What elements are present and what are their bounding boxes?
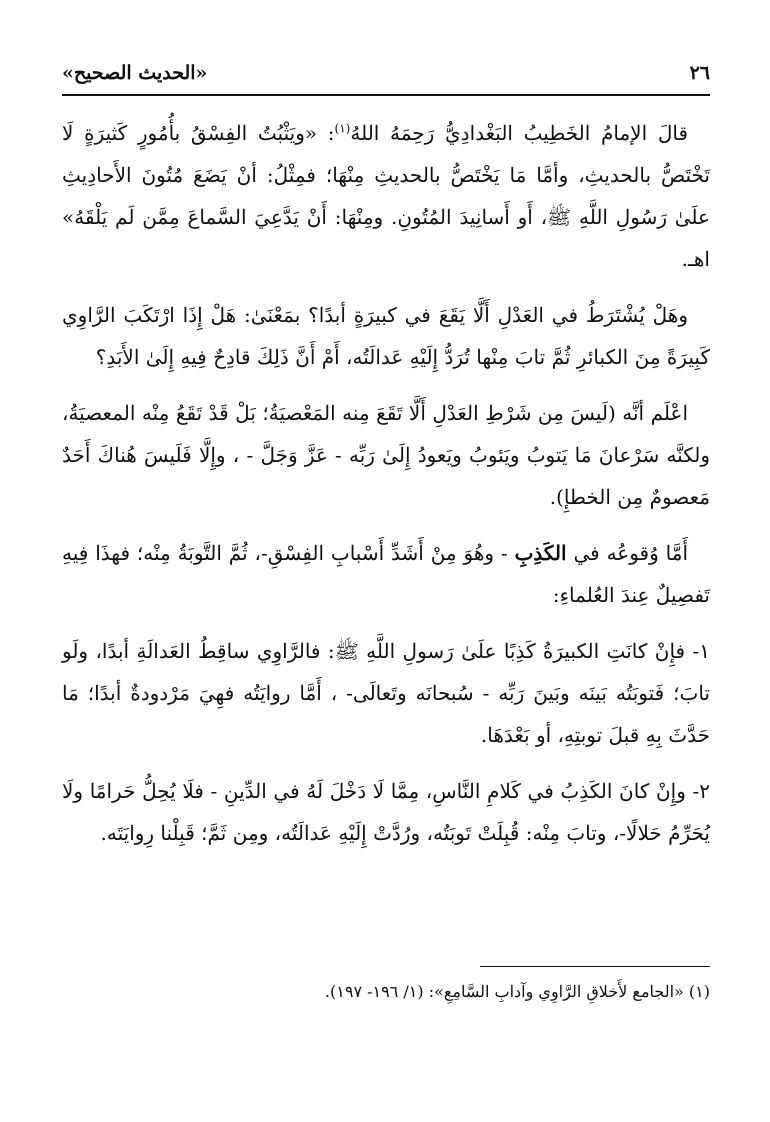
running-title: «الحديث الصحيح» — [62, 62, 208, 84]
footnote: (١) «الجامع لأَخلاقِ الرَّاوِي وآدابِ السَّامِعِ»: (١/ ١٩٦- ١٩٧). — [324, 982, 710, 1001]
paragraph-quote — [62, 112, 710, 280]
page-number: ٢٦ — [689, 62, 710, 84]
list-item-1: ١- فإِنْ كانَتِ الكبيرَةُ كَذِبًا علَىٰ رَسولِ اللَّهِ ﷺ: فالرَّاوِي ساقِطُ العَدالَةِ أبدًا، ولَو تابَ؛ فَتوبَتُه بَينَه وبَينَ رَبِّه - سُبحانَه وتَعالَى- ، أَمَّا روايَتُه فهِيَ مَرْدودةٌ أبدًا؛ مَا حَدَّثَ بِهِ قبلَ توبتِهِ، أو بَعْدَهَا. — [62, 639, 710, 747]
header-rule — [62, 94, 710, 96]
main-text — [62, 112, 710, 868]
quote-body: : «ويَثْبُتُ الفِسْقُ بأُمُورٍ كَثيرَةٍ لَا تَخْتَصُّ بالحديثِ، وأمَّا مَا يَخْتَصُّ بالحديثِ مِنْهَا؛ فمِثْلُ: أنْ يَضَعَ مُتُونَ الأَحادِيثِ علَىٰ رَسُولِ اللَّهِ ﷺ، أَو أَسانِيدَ المُتُونِ. ومِنْهَا: أَنْ يَدَّعِيَ السَّماعَ مِمَّن لَم يَلْقَهُ» اهـ. — [62, 121, 710, 271]
footnote-rule — [480, 966, 710, 967]
footnote-reference: (١) — [334, 121, 351, 136]
page-header — [62, 58, 710, 88]
quote-intro: قالَ الإمامُ الخَطِيبُ البَغْدادِيُّ رَحِمَهُ اللهُ — [350, 121, 689, 145]
lying-keyword: الكَذِبِ — [514, 541, 567, 565]
lying-body: - وهُوَ مِنْ أَشَدِّ أَسْبابِ الفِسْقِ-، ثُمَّ التَّوبَةُ مِنْه؛ فهذَا فِيهِ تَفصِيلٌ عِندَ العُلماءِ: — [62, 541, 710, 607]
paragraph-lying — [62, 532, 710, 616]
lying-intro: أَمَّا وُقوعُه في — [566, 541, 689, 565]
list-item-2: ٢- وإِنْ كانَ الكَذِبُ في كَلامِ النَّاسِ، مِمَّا لَا دَخْلَ لَهُ في الدِّينِ - فلَا يُحِلُّ حَرامًا ولَا يُحَرِّمُ حَلالًا-، وتابَ مِنْه: قُبِلَتْ تَوبَتُه، ورُدَّتْ إِلَيْهِ عَدالَتُه، ومِن ثَمَّ؛ قَبِلْنا رِوايَتَه. — [62, 779, 710, 845]
paragraph-answer: اعْلَم أنَّه (لَيسَ مِن شَرْطِ العَدْلِ أَلَّا تَقَعَ مِنه المَعْصيَةُ؛ بَلْ قَدْ تَقَعُ مِنْه المعصيَةُ، ولكنَّه سَرْعانَ مَا يَتوبُ ويَئوبُ ويَعودُ إِلَىٰ رَبِّه - عَزَّ وَجَلَّ - ، وإِلَّا فَلَيسَ هُناكَ أَحَدٌ مَعصومٌ مِن الخطإِ). — [62, 401, 710, 509]
paragraph-question: وهَلْ يُشْتَرَطُ في العَدْلِ أَلَّا يَقَعَ في كبيرَةٍ أبدًا؟ بمَعْنَىٰ: هَلْ إِذَا ارْتَكَبَ الرَّاوِي كَبِيرَةً مِنَ الكبائرِ ثُمَّ تابَ مِنْها تُرَدُّ إِلَيْهِ عَدالَتُه، أَمْ أَنَّ ذَلِكَ قادِحٌ فِيهِ إِلَىٰ الأَبَدِ؟ — [62, 303, 710, 369]
